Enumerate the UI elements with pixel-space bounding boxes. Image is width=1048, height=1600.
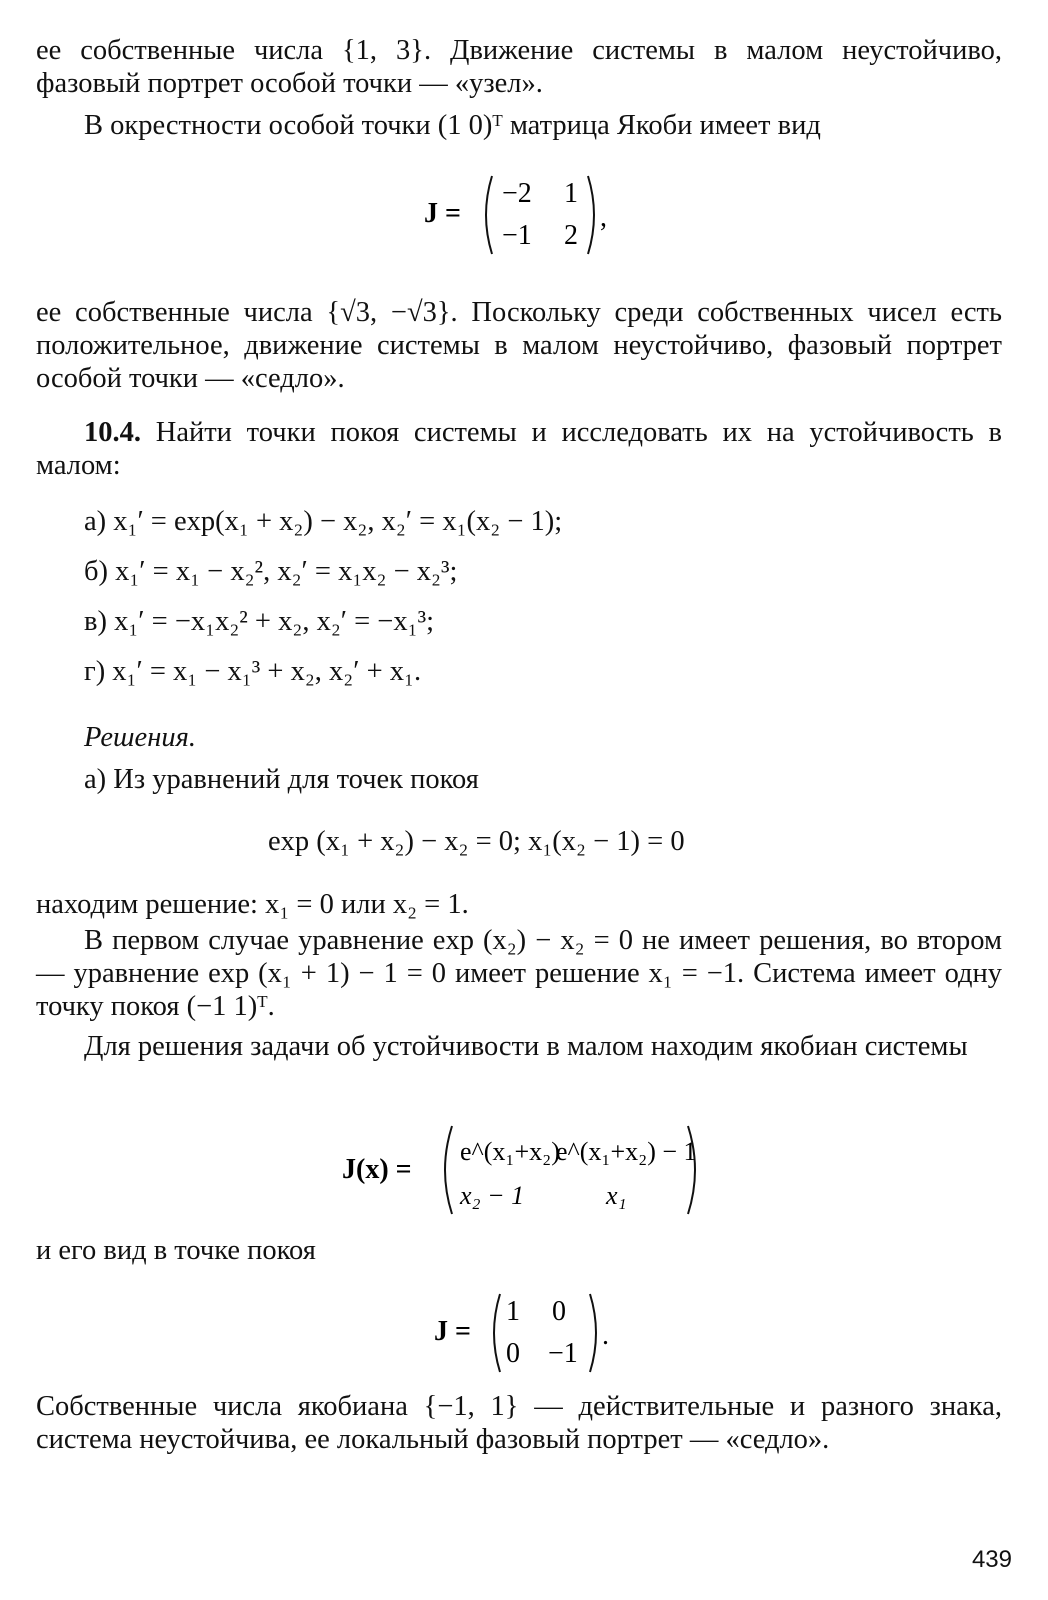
left-paren — [494, 1294, 500, 1372]
matrix2-a22: x₁ — [606, 1181, 627, 1210]
matrix2-a21: x₂ − 1 — [460, 1181, 525, 1210]
jacobi-matrix-1 — [420, 170, 620, 260]
paragraph-at-rest-point: и его вид в точке покоя — [36, 1235, 316, 1266]
matrix3-a12: 0 — [552, 1296, 566, 1327]
left-paren — [486, 176, 492, 254]
matrix1-a22: 2 — [564, 220, 578, 251]
paragraph-jacobi-intro: В окрестности особой точки (1 0)ᵀ матрица Якоби имеет вид — [84, 110, 821, 141]
solutions-heading: Решения. — [84, 722, 196, 753]
matrix1-a11: −2 — [502, 178, 532, 209]
matrix1-a12: 1 — [564, 178, 578, 209]
paragraph-cases: В первом случае уравнение exp (x₂) − x₂ = 0 не имеет решения, во втором — уравнение exp (x₁ + 1) − 1 = 0 имеет решение x₁ = −1. Система имеет одну точку покоя (−1 1)ᵀ. — [36, 925, 1002, 1022]
solution-a-intro: а) Из уравнений для точек покоя — [84, 764, 479, 795]
jacobian-matrix — [336, 1120, 706, 1220]
equation-a: а) x₁′ = exp(x₁ + x₂) − x₂, x₂′ = x₁(x₂ − 1); — [84, 506, 563, 537]
right-paren — [590, 1294, 596, 1372]
problem-number: 10.4. — [84, 417, 141, 448]
matrix1-lhs: J = — [424, 198, 461, 229]
matrix3-a21: 0 — [506, 1338, 520, 1369]
paragraph-eigenvalues-node: ее собственные числа {1, 3}. Движение системы в малом неустойчиво, фазовый портрет особой точки — «узел». — [36, 35, 1002, 99]
equation-b: б) x₁′ = x₁ − x₂², x₂′ = x₁x₂ − x₂³; — [84, 556, 458, 587]
paragraph-saddle: ее собственные числа {√3, −√3}. Поскольку среди собственных чисел есть положительное, движение системы в малом неустойчиво, фазовый портрет особой точки — «седло». — [36, 297, 1002, 394]
right-paren — [588, 176, 594, 254]
paragraph-solution: находим решение: x₁ = 0 или x₂ = 1. — [36, 889, 469, 920]
matrix3-a11: 1 — [506, 1296, 520, 1327]
equation-v: в) x₁′ = −x₁x₂² + x₂, x₂′ = −x₁³; — [84, 606, 435, 637]
rest-point-equations: exp (x₁ + x₂) − x₂ = 0; x₁(x₂ − 1) = 0 — [268, 826, 685, 857]
paragraph-conclusion: Собственные числа якобиана {−1, 1} — действительные и разного знака, система неустойчива, ее локальный фазовый портрет — «седло». — [36, 1391, 1002, 1455]
problem-text: Найти точки покоя системы и исследовать их на устойчивость в малом: — [36, 417, 1002, 481]
matrix1-a21: −1 — [502, 220, 532, 251]
matrix2-lhs: J(x) = — [342, 1154, 412, 1185]
matrix2-a12: e^(x₁+x₂) − 1 — [556, 1137, 697, 1166]
page-number: 439 — [971, 1546, 1012, 1573]
matrix3-lhs: J = — [434, 1316, 471, 1347]
matrix3-a22: −1 — [548, 1338, 578, 1369]
left-paren — [445, 1126, 452, 1214]
matrix3-tail: . — [602, 1320, 609, 1351]
equation-g: г) x₁′ = x₁ − x₁³ + x₂, x₂′ + x₁. — [84, 656, 422, 687]
paragraph-jacobian-intro: Для решения задачи об устойчивости в малом находим якобиан системы — [84, 1031, 968, 1062]
matrix1-tail: , — [600, 202, 607, 233]
problem-10-4 — [36, 416, 1002, 482]
matrix2-a11: e^(x₁+x₂) — [460, 1137, 560, 1166]
jacobi-matrix-rest — [420, 1288, 620, 1378]
